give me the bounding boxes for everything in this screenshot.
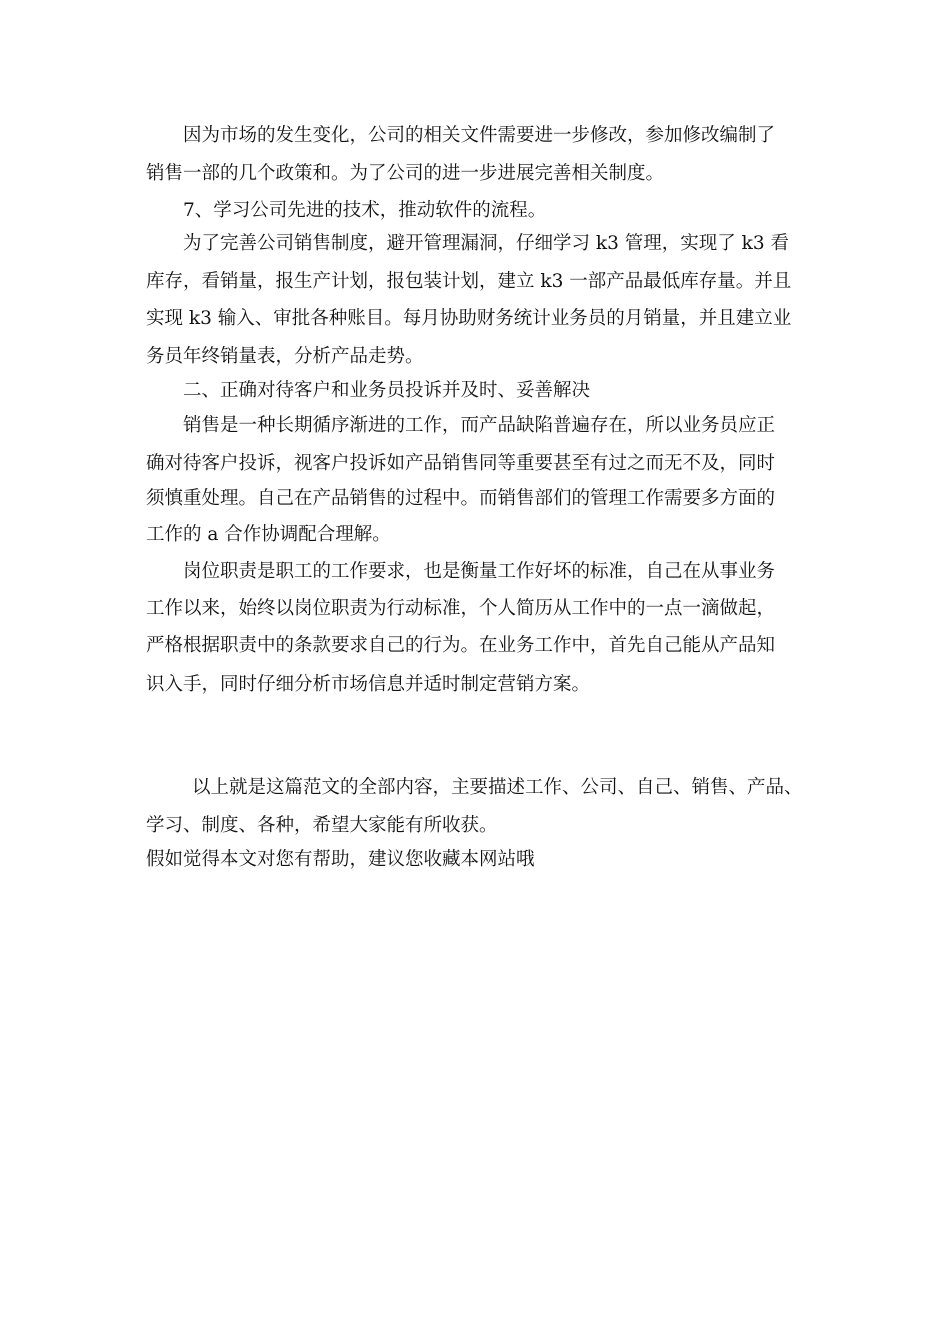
- body-line: 岗位职责是职工的工作要求，也是衡量工作好坏的标准，自己在从事业务: [183, 561, 776, 582]
- closing-line: 假如觉得本文对您有帮助，建议您收藏本网站哦: [146, 849, 535, 870]
- body-line: 销售是一种长期循序渐进的工作，而产品缺陷普遍存在，所以业务员应正: [183, 415, 776, 436]
- body-line: 识入手，同时仔细分析市场信息并适时制定营销方案。: [146, 674, 591, 695]
- body-line: 实现 k3 输入、审批各种账目。每月协助财务统计业务员的月销量，并且建立业: [146, 308, 792, 329]
- body-line: 销售一部的几个政策和。为了公司的进一步进展完善相关制度。: [146, 163, 665, 184]
- body-line: 库存，看销量，报生产计划，报包装计划，建立 k3 一部产品最低库存量。并且: [146, 271, 792, 292]
- section-heading: 7、学习公司先进的技术，推动软件的流程。: [183, 200, 547, 221]
- body-line: 因为市场的发生变化，公司的相关文件需要进一步修改，参加修改编制了: [183, 125, 776, 146]
- body-line: 严格根据职责中的条款要求自己的行为。在业务工作中，首先自己能从产品知: [146, 635, 776, 656]
- body-line: 确对待客户投诉，视客户投诉如产品销售同等重要甚至有过之而无不及，同时: [146, 453, 776, 474]
- body-line: 为了完善公司销售制度，避开管理漏洞，仔细学习 k3 管理，实现了 k3 看: [183, 233, 789, 254]
- body-line: 工作的 a 合作协调配合理解。: [146, 524, 391, 545]
- closing-line: 以上就是这篇范文的全部内容，主要描述工作、公司、自己、销售、产品、: [192, 777, 803, 798]
- body-line: 工作以来，始终以岗位职责为行动标准，个人简历从工作中的一点一滴做起，: [146, 598, 776, 619]
- body-line: 须慎重处理。自己在产品销售的过程中。而销售部们的管理工作需要多方面的: [146, 488, 776, 509]
- closing-line: 学习、制度、各种，希望大家能有所收获。: [146, 815, 498, 836]
- body-line: 务员年终销量表，分析产品走势。: [146, 346, 424, 367]
- section-heading: 二、正确对待客户和业务员投诉并及时、妥善解决: [183, 380, 591, 401]
